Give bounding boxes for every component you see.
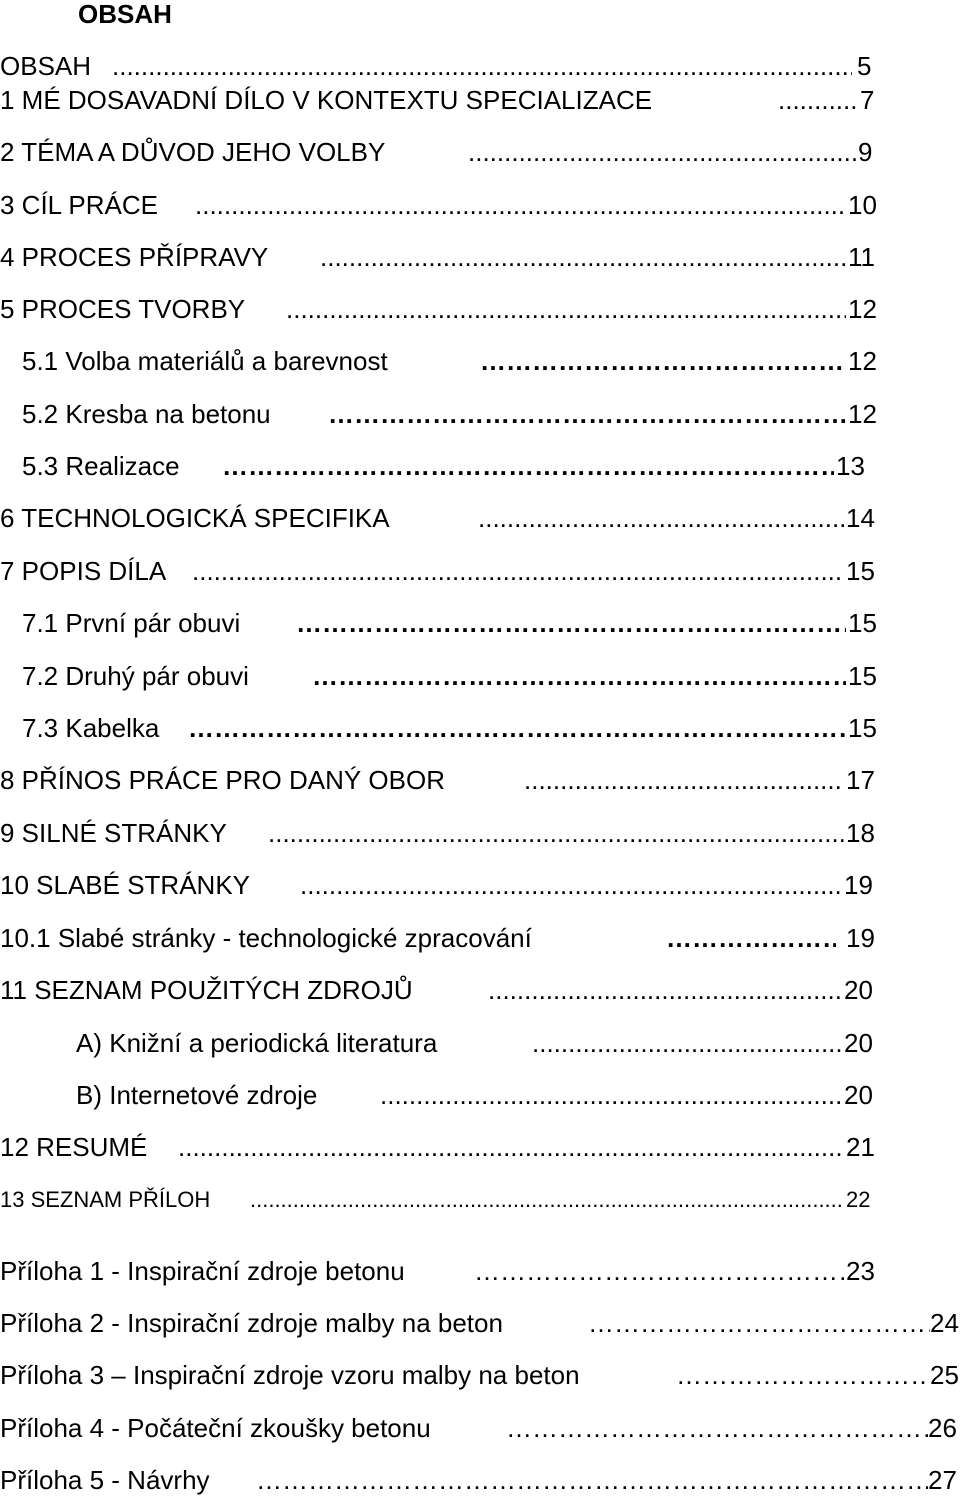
toc-entry-title: 8 PŘÍNOS PRÁCE PRO DANÝ OBOR	[0, 765, 445, 795]
toc-leader	[296, 605, 846, 641]
toc-leader	[312, 658, 846, 694]
toc-leader	[268, 815, 844, 851]
toc-entry-page: 9	[858, 137, 873, 167]
toc-entry	[0, 1462, 960, 1498]
toc-entry-title: 3 CÍL PRÁCE	[0, 190, 158, 220]
toc-entry-page: 26	[928, 1413, 957, 1443]
toc-leader	[488, 972, 842, 1008]
toc-entry	[0, 1305, 960, 1341]
toc-entry-page: 12	[848, 294, 877, 324]
toc-leader	[300, 867, 842, 903]
toc-leader	[506, 1410, 928, 1446]
toc-entry	[0, 134, 960, 170]
toc-entry-page: 14	[846, 503, 875, 533]
toc-entry-page: 15	[848, 608, 877, 638]
toc-entry-page: 20	[844, 1080, 873, 1110]
toc-leader	[468, 134, 856, 170]
toc-entry-page: 15	[846, 556, 875, 586]
toc-entry-title: 5.3 Realizace	[22, 451, 180, 481]
toc-entry-title: Příloha 5 - Návrhy	[0, 1465, 210, 1495]
toc-entry-page: 12	[848, 346, 877, 376]
toc-entry	[0, 1077, 960, 1113]
toc-entry-title: Příloha 2 - Inspirační zdroje malby na beton	[0, 1308, 503, 1338]
toc-entry	[0, 815, 960, 851]
toc-leader	[478, 500, 844, 536]
toc-entry-title: 1 MÉ DOSAVADNÍ DÍLO V KONTEXTU SPECIALIZACE	[0, 85, 653, 115]
toc-entry-page: 20	[844, 1028, 873, 1058]
toc-entry-title: A) Knižní a periodická literatura	[76, 1028, 438, 1058]
toc-entry-title: Příloha 1 - Inspirační zdroje betonu	[0, 1256, 405, 1286]
toc-entry-page: 11	[848, 242, 875, 272]
toc-leader	[192, 553, 844, 589]
toc-entry	[0, 1182, 960, 1218]
toc-entry-title: 5.2 Kresba na betonu	[22, 399, 271, 429]
toc-entry-page: 25	[930, 1360, 959, 1390]
toc-entry-title: 6 TECHNOLOGICKÁ SPECIFIKA	[0, 503, 390, 533]
toc-leader	[195, 187, 847, 223]
toc-entry	[0, 291, 960, 327]
toc-leader	[188, 710, 846, 746]
toc-leader	[250, 1182, 844, 1218]
toc-entry-title: Příloha 3 – Inspirační zdroje vzoru malby na beton	[0, 1360, 580, 1390]
toc-leader	[256, 1462, 928, 1498]
toc-leader	[676, 1357, 930, 1393]
toc-entry-page: 19	[844, 870, 873, 900]
toc-entry-page: 17	[846, 765, 875, 795]
toc-entry-page: 12	[848, 399, 877, 429]
toc-leader	[178, 1129, 844, 1165]
toc-leader	[320, 239, 846, 275]
toc-entry	[0, 343, 960, 379]
toc-leader	[286, 291, 846, 327]
toc-entry	[0, 762, 960, 798]
toc-entry-title: 10.1 Slabé stránky - technologické zpracování	[0, 923, 532, 953]
toc-leader	[112, 48, 852, 84]
toc-entry	[0, 500, 960, 536]
toc-entry	[0, 239, 960, 275]
toc-entry	[0, 605, 960, 641]
toc-leader	[480, 343, 846, 379]
toc-entry-title: 7.1 První pár obuvi	[22, 608, 241, 638]
toc-entry-title: 4 PROCES PŘÍPRAVY	[0, 242, 269, 272]
toc-entry-title: B) Internetové zdroje	[76, 1080, 318, 1110]
toc-leader	[778, 82, 858, 118]
toc-leader	[532, 1025, 842, 1061]
toc-entry	[0, 48, 960, 84]
toc-entry-title: 7 POPIS DÍLA	[0, 556, 167, 586]
toc-entry-title: 2 TÉMA A DŮVOD JEHO VOLBY	[0, 137, 386, 167]
toc-entry-page: 21	[846, 1132, 875, 1162]
toc-leader	[222, 448, 834, 484]
toc-entry-page: 23	[846, 1256, 875, 1286]
toc-entry-title: 10 SLABÉ STRÁNKY	[0, 870, 250, 900]
toc-entry	[0, 187, 960, 223]
toc-leader	[328, 396, 846, 432]
toc-entry-page: 19	[846, 923, 875, 953]
toc-entry-title: 12 RESUMÉ	[0, 1132, 148, 1162]
toc-entry	[0, 867, 960, 903]
toc-entry-page: 7	[860, 85, 875, 115]
toc-entry-title: 13 SEZNAM PŘÍLOH	[0, 1187, 211, 1212]
toc-entry	[0, 658, 960, 694]
toc-entry-page: 27	[928, 1465, 957, 1495]
toc-entry-title: 5.1 Volba materiálů a barevnost	[22, 346, 388, 376]
toc-entry-page: 13	[836, 451, 865, 481]
toc-entry-title: OBSAH	[0, 51, 92, 81]
toc-entry	[0, 1410, 960, 1446]
toc-entry	[0, 710, 960, 746]
toc-entry	[0, 1253, 960, 1289]
toc-entry	[0, 920, 960, 956]
toc-leader	[524, 762, 844, 798]
toc-entry-title: 7.3 Kabelka	[22, 713, 160, 743]
toc-entry-page: 22	[846, 1187, 871, 1212]
toc-entry	[0, 1025, 960, 1061]
toc-leader	[474, 1253, 846, 1289]
toc-entry-title: 9 SILNÉ STRÁNKY	[0, 818, 227, 848]
toc-entry	[0, 396, 960, 432]
toc-leader	[666, 920, 836, 956]
toc-entry-page: 18	[846, 818, 875, 848]
toc-entry-title: 11 SEZNAM POUŽITÝCH ZDROJŮ	[0, 975, 413, 1005]
toc-entry	[0, 1357, 960, 1393]
toc-entry	[0, 972, 960, 1008]
toc-entry-title: 7.2 Druhý pár obuvi	[22, 661, 249, 691]
toc-entry-page: 24	[930, 1308, 959, 1338]
toc-entry	[0, 1129, 960, 1165]
toc-entry-page: 20	[844, 975, 873, 1005]
toc-entry	[0, 553, 960, 589]
toc-entry	[0, 82, 960, 118]
toc-entry-page: 5	[857, 51, 872, 81]
toc-entry-page: 10	[848, 190, 877, 220]
toc-entry-title: 5 PROCES TVORBY	[0, 294, 246, 324]
page-heading: OBSAH	[78, 0, 172, 29]
toc-leader	[380, 1077, 842, 1113]
toc-entry	[0, 448, 960, 484]
toc-entry-page: 15	[848, 713, 877, 743]
toc-entry-page: 15	[848, 661, 877, 691]
toc-entry-title: Příloha 4 - Počáteční zkoušky betonu	[0, 1413, 431, 1443]
toc-leader	[588, 1305, 930, 1341]
